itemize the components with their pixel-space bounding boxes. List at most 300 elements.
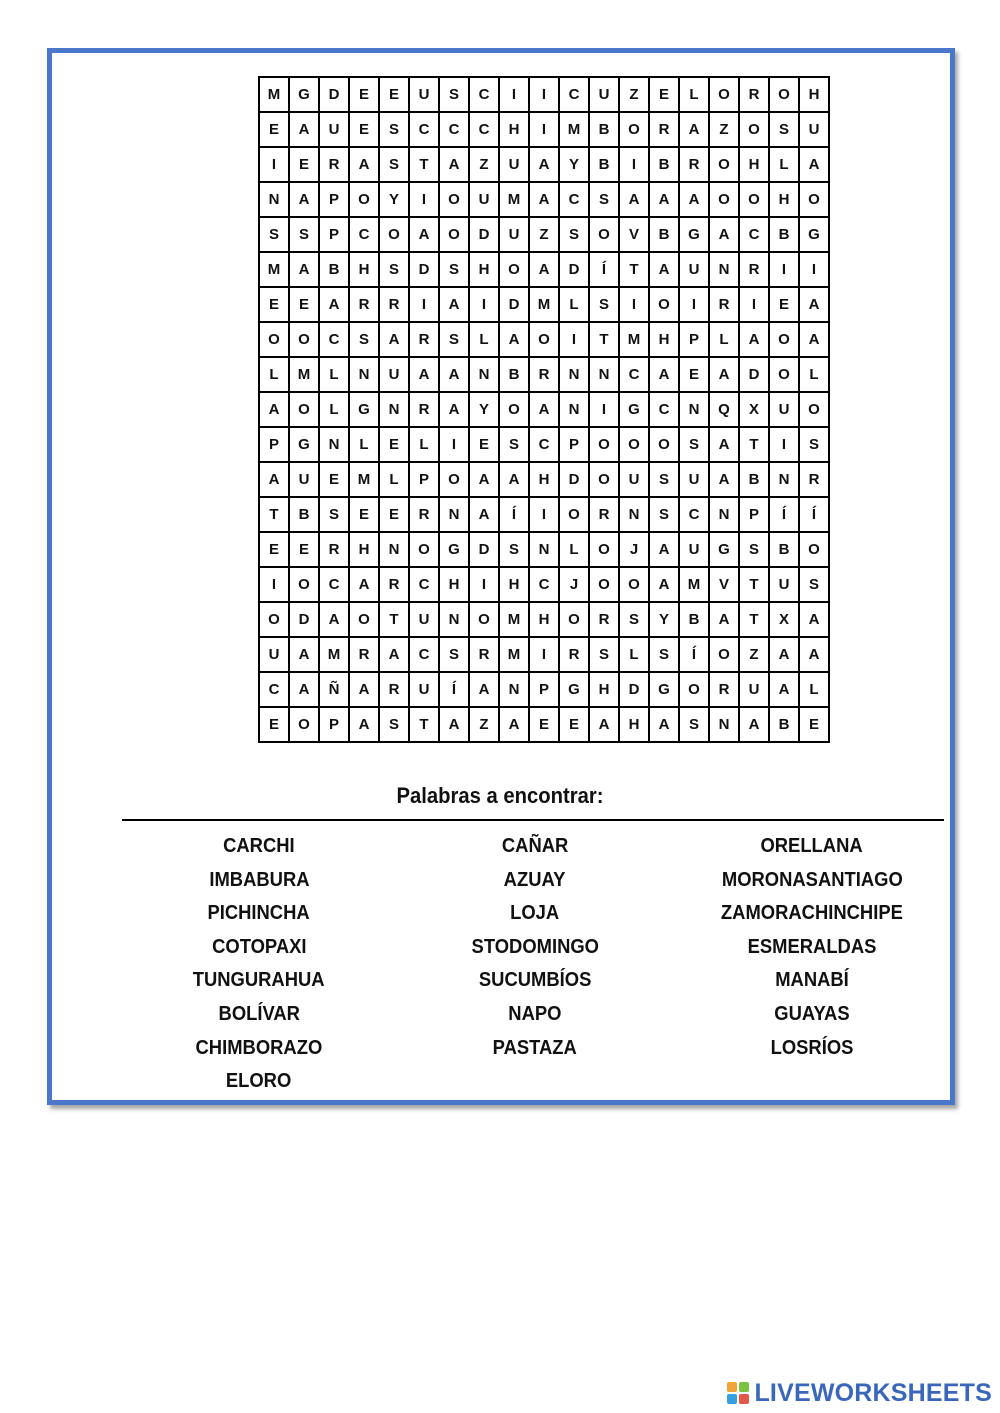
grid-cell[interactable]: A — [500, 323, 530, 358]
grid-cell[interactable]: E — [770, 288, 800, 323]
grid-cell[interactable]: C — [470, 113, 500, 148]
grid-cell[interactable]: E — [530, 708, 560, 743]
grid-cell[interactable]: B — [770, 533, 800, 568]
grid-cell[interactable]: A — [410, 358, 440, 393]
grid-cell[interactable]: H — [770, 183, 800, 218]
grid-cell[interactable]: S — [620, 603, 650, 638]
grid-cell[interactable]: L — [800, 673, 830, 708]
grid-cell[interactable]: T — [410, 148, 440, 183]
grid-cell[interactable]: A — [290, 638, 320, 673]
grid-cell[interactable]: M — [500, 638, 530, 673]
grid-cell[interactable]: A — [380, 638, 410, 673]
grid-cell[interactable]: S — [260, 218, 290, 253]
grid-cell[interactable]: O — [710, 183, 740, 218]
grid-cell[interactable]: C — [350, 218, 380, 253]
grid-cell[interactable]: O — [260, 603, 290, 638]
grid-cell[interactable]: M — [260, 253, 290, 288]
grid-cell[interactable]: N — [380, 393, 410, 428]
grid-cell[interactable]: A — [260, 463, 290, 498]
grid-cell[interactable]: M — [350, 463, 380, 498]
grid-cell[interactable]: E — [260, 113, 290, 148]
grid-cell[interactable]: A — [710, 603, 740, 638]
grid-cell[interactable]: R — [350, 638, 380, 673]
grid-cell[interactable]: Z — [470, 148, 500, 183]
grid-cell[interactable]: T — [740, 603, 770, 638]
grid-cell[interactable]: Z — [470, 708, 500, 743]
grid-cell[interactable]: A — [800, 323, 830, 358]
grid-cell[interactable]: S — [440, 638, 470, 673]
grid-cell[interactable]: A — [350, 568, 380, 603]
grid-cell[interactable]: A — [710, 218, 740, 253]
grid-cell[interactable]: N — [440, 498, 470, 533]
grid-cell[interactable]: I — [620, 288, 650, 323]
grid-cell[interactable]: S — [440, 78, 470, 113]
grid-cell[interactable]: B — [770, 218, 800, 253]
grid-cell[interactable]: A — [800, 288, 830, 323]
grid-cell[interactable]: U — [290, 463, 320, 498]
grid-cell[interactable]: L — [260, 358, 290, 393]
grid-cell[interactable]: S — [380, 113, 410, 148]
grid-cell[interactable]: A — [440, 148, 470, 183]
grid-cell[interactable]: A — [440, 358, 470, 393]
grid-cell[interactable]: O — [800, 183, 830, 218]
grid-cell[interactable]: S — [680, 708, 710, 743]
grid-cell[interactable]: D — [620, 673, 650, 708]
grid-cell[interactable]: O — [590, 568, 620, 603]
grid-cell[interactable]: M — [320, 638, 350, 673]
grid-cell[interactable]: U — [410, 673, 440, 708]
grid-cell[interactable]: O — [440, 218, 470, 253]
grid-cell[interactable]: A — [680, 113, 710, 148]
grid-cell[interactable]: T — [260, 498, 290, 533]
grid-cell[interactable]: N — [470, 358, 500, 393]
grid-cell[interactable]: A — [350, 708, 380, 743]
grid-cell[interactable]: B — [290, 498, 320, 533]
grid-cell[interactable]: O — [500, 393, 530, 428]
grid-cell[interactable]: N — [350, 358, 380, 393]
grid-cell[interactable]: E — [350, 498, 380, 533]
grid-cell[interactable]: R — [380, 568, 410, 603]
grid-cell[interactable]: R — [470, 638, 500, 673]
grid-cell[interactable]: R — [380, 288, 410, 323]
grid-cell[interactable]: T — [380, 603, 410, 638]
word-search-grid[interactable] — [258, 76, 830, 743]
grid-cell[interactable]: A — [650, 708, 680, 743]
grid-cell[interactable]: P — [530, 673, 560, 708]
grid-cell[interactable]: N — [710, 253, 740, 288]
grid-cell[interactable]: R — [320, 148, 350, 183]
grid-cell[interactable]: P — [560, 428, 590, 463]
grid-cell[interactable]: M — [500, 603, 530, 638]
grid-cell[interactable]: C — [650, 393, 680, 428]
grid-cell[interactable]: Y — [650, 603, 680, 638]
grid-cell[interactable]: L — [560, 288, 590, 323]
grid-cell[interactable]: E — [380, 428, 410, 463]
grid-cell[interactable]: O — [590, 428, 620, 463]
grid-cell[interactable]: O — [620, 568, 650, 603]
grid-cell[interactable]: S — [590, 183, 620, 218]
grid-cell[interactable]: E — [290, 533, 320, 568]
grid-cell[interactable]: D — [560, 463, 590, 498]
grid-cell[interactable]: S — [770, 113, 800, 148]
grid-cell[interactable]: R — [740, 78, 770, 113]
grid-cell[interactable]: G — [440, 533, 470, 568]
grid-cell[interactable]: R — [380, 673, 410, 708]
grid-cell[interactable]: T — [590, 323, 620, 358]
liveworksheets-brand[interactable] — [726, 1378, 992, 1408]
grid-cell[interactable]: A — [800, 148, 830, 183]
grid-cell[interactable]: G — [620, 393, 650, 428]
grid-cell[interactable]: R — [800, 463, 830, 498]
grid-cell[interactable]: I — [500, 78, 530, 113]
grid-cell[interactable]: Í — [680, 638, 710, 673]
grid-cell[interactable]: N — [530, 533, 560, 568]
grid-cell[interactable]: I — [260, 568, 290, 603]
grid-cell[interactable]: C — [470, 78, 500, 113]
grid-cell[interactable]: P — [740, 498, 770, 533]
grid-cell[interactable]: Í — [500, 498, 530, 533]
grid-cell[interactable]: A — [590, 708, 620, 743]
grid-cell[interactable]: N — [320, 428, 350, 463]
grid-cell[interactable]: X — [770, 603, 800, 638]
grid-cell[interactable]: A — [500, 463, 530, 498]
grid-cell[interactable]: U — [620, 463, 650, 498]
grid-cell[interactable]: Í — [590, 253, 620, 288]
grid-cell[interactable]: E — [350, 113, 380, 148]
grid-cell[interactable]: H — [440, 568, 470, 603]
grid-cell[interactable]: N — [560, 358, 590, 393]
grid-cell[interactable]: S — [380, 148, 410, 183]
grid-cell[interactable]: S — [560, 218, 590, 253]
grid-cell[interactable]: R — [710, 288, 740, 323]
grid-cell[interactable]: A — [500, 708, 530, 743]
grid-cell[interactable]: U — [680, 463, 710, 498]
grid-cell[interactable]: O — [710, 148, 740, 183]
grid-cell[interactable]: S — [650, 463, 680, 498]
grid-cell[interactable]: H — [650, 323, 680, 358]
grid-cell[interactable]: R — [530, 358, 560, 393]
grid-cell[interactable]: O — [380, 218, 410, 253]
grid-cell[interactable]: V — [620, 218, 650, 253]
grid-cell[interactable]: A — [740, 708, 770, 743]
grid-cell[interactable]: P — [320, 218, 350, 253]
grid-cell[interactable]: O — [440, 463, 470, 498]
grid-cell[interactable]: G — [710, 533, 740, 568]
grid-cell[interactable]: A — [620, 183, 650, 218]
grid-cell[interactable]: G — [350, 393, 380, 428]
grid-cell[interactable]: A — [710, 428, 740, 463]
grid-cell[interactable]: A — [530, 393, 560, 428]
grid-cell[interactable]: I — [470, 568, 500, 603]
grid-cell[interactable]: I — [530, 638, 560, 673]
grid-cell[interactable]: S — [290, 218, 320, 253]
grid-cell[interactable]: A — [470, 498, 500, 533]
grid-cell[interactable]: H — [470, 253, 500, 288]
grid-cell[interactable]: S — [590, 288, 620, 323]
grid-cell[interactable]: B — [500, 358, 530, 393]
grid-cell[interactable]: C — [410, 638, 440, 673]
grid-cell[interactable]: E — [260, 533, 290, 568]
grid-cell[interactable]: U — [800, 113, 830, 148]
grid-cell[interactable]: U — [470, 183, 500, 218]
grid-cell[interactable]: E — [290, 288, 320, 323]
grid-cell[interactable]: L — [320, 393, 350, 428]
grid-cell[interactable]: N — [710, 708, 740, 743]
grid-cell[interactable]: I — [530, 78, 560, 113]
grid-cell[interactable]: S — [440, 253, 470, 288]
grid-cell[interactable]: H — [530, 463, 560, 498]
grid-cell[interactable]: S — [320, 498, 350, 533]
grid-cell[interactable]: A — [410, 218, 440, 253]
grid-cell[interactable]: M — [260, 78, 290, 113]
grid-cell[interactable]: L — [320, 358, 350, 393]
grid-cell[interactable]: A — [290, 183, 320, 218]
grid-cell[interactable]: O — [590, 218, 620, 253]
grid-cell[interactable]: B — [650, 218, 680, 253]
grid-cell[interactable]: O — [800, 533, 830, 568]
grid-cell[interactable]: S — [500, 428, 530, 463]
grid-cell[interactable]: U — [380, 358, 410, 393]
grid-cell[interactable]: H — [500, 113, 530, 148]
grid-cell[interactable]: U — [590, 78, 620, 113]
grid-cell[interactable]: I — [440, 428, 470, 463]
grid-cell[interactable]: E — [350, 78, 380, 113]
grid-cell[interactable]: A — [770, 638, 800, 673]
grid-cell[interactable]: O — [620, 428, 650, 463]
grid-cell[interactable]: A — [320, 288, 350, 323]
grid-cell[interactable]: P — [320, 183, 350, 218]
grid-cell[interactable]: I — [620, 148, 650, 183]
grid-cell[interactable]: A — [800, 603, 830, 638]
grid-cell[interactable]: O — [770, 78, 800, 113]
grid-cell[interactable]: E — [800, 708, 830, 743]
grid-cell[interactable]: N — [380, 533, 410, 568]
grid-cell[interactable]: U — [320, 113, 350, 148]
grid-cell[interactable]: J — [560, 568, 590, 603]
grid-cell[interactable]: L — [410, 428, 440, 463]
grid-cell[interactable]: L — [680, 78, 710, 113]
grid-cell[interactable]: R — [590, 498, 620, 533]
grid-cell[interactable]: E — [320, 463, 350, 498]
grid-cell[interactable]: Í — [440, 673, 470, 708]
grid-cell[interactable]: T — [620, 253, 650, 288]
grid-cell[interactable]: E — [260, 708, 290, 743]
grid-cell[interactable]: D — [740, 358, 770, 393]
grid-cell[interactable]: L — [470, 323, 500, 358]
grid-cell[interactable]: H — [530, 603, 560, 638]
grid-cell[interactable]: E — [380, 498, 410, 533]
grid-cell[interactable]: N — [260, 183, 290, 218]
grid-cell[interactable]: D — [500, 288, 530, 323]
grid-cell[interactable]: O — [290, 708, 320, 743]
grid-cell[interactable]: A — [440, 708, 470, 743]
grid-cell[interactable]: R — [590, 603, 620, 638]
grid-cell[interactable]: E — [260, 288, 290, 323]
grid-cell[interactable]: D — [410, 253, 440, 288]
grid-cell[interactable]: A — [320, 603, 350, 638]
grid-cell[interactable]: Q — [710, 393, 740, 428]
grid-cell[interactable]: R — [410, 323, 440, 358]
grid-cell[interactable]: N — [560, 393, 590, 428]
grid-cell[interactable]: O — [590, 533, 620, 568]
grid-cell[interactable]: N — [620, 498, 650, 533]
grid-cell[interactable]: T — [740, 568, 770, 603]
grid-cell[interactable]: D — [320, 78, 350, 113]
grid-cell[interactable]: S — [740, 533, 770, 568]
grid-cell[interactable]: B — [740, 463, 770, 498]
grid-cell[interactable]: A — [470, 463, 500, 498]
grid-cell[interactable]: C — [560, 78, 590, 113]
grid-cell[interactable]: B — [650, 148, 680, 183]
grid-cell[interactable]: C — [320, 568, 350, 603]
grid-cell[interactable]: E — [650, 78, 680, 113]
grid-cell[interactable]: S — [800, 568, 830, 603]
grid-cell[interactable]: O — [470, 603, 500, 638]
grid-cell[interactable]: O — [500, 253, 530, 288]
grid-cell[interactable]: A — [710, 358, 740, 393]
grid-cell[interactable]: O — [800, 393, 830, 428]
grid-cell[interactable]: O — [650, 428, 680, 463]
grid-cell[interactable]: A — [530, 183, 560, 218]
grid-cell[interactable]: I — [770, 253, 800, 288]
grid-cell[interactable]: I — [590, 393, 620, 428]
grid-cell[interactable]: H — [620, 708, 650, 743]
grid-cell[interactable]: A — [680, 183, 710, 218]
grid-cell[interactable]: T — [740, 428, 770, 463]
grid-cell[interactable]: A — [800, 638, 830, 673]
grid-cell[interactable]: C — [440, 113, 470, 148]
grid-cell[interactable]: O — [530, 323, 560, 358]
grid-cell[interactable]: H — [590, 673, 620, 708]
grid-cell[interactable]: A — [650, 568, 680, 603]
grid-cell[interactable]: S — [440, 323, 470, 358]
grid-cell[interactable]: Y — [380, 183, 410, 218]
grid-cell[interactable]: S — [650, 638, 680, 673]
grid-cell[interactable]: I — [410, 288, 440, 323]
grid-cell[interactable]: L — [350, 428, 380, 463]
grid-cell[interactable]: Ñ — [320, 673, 350, 708]
grid-cell[interactable]: E — [560, 708, 590, 743]
grid-cell[interactable]: V — [710, 568, 740, 603]
grid-cell[interactable]: I — [530, 498, 560, 533]
grid-cell[interactable]: B — [770, 708, 800, 743]
grid-cell[interactable]: A — [380, 323, 410, 358]
grid-cell[interactable]: S — [650, 498, 680, 533]
grid-cell[interactable]: M — [290, 358, 320, 393]
grid-cell[interactable]: O — [290, 323, 320, 358]
grid-cell[interactable]: R — [710, 673, 740, 708]
grid-cell[interactable]: H — [350, 253, 380, 288]
grid-cell[interactable]: O — [290, 393, 320, 428]
grid-cell[interactable]: C — [560, 183, 590, 218]
grid-cell[interactable]: S — [380, 253, 410, 288]
grid-cell[interactable]: G — [800, 218, 830, 253]
grid-cell[interactable]: I — [560, 323, 590, 358]
grid-cell[interactable]: L — [710, 323, 740, 358]
grid-cell[interactable]: M — [620, 323, 650, 358]
grid-cell[interactable]: A — [530, 148, 560, 183]
grid-cell[interactable]: R — [410, 498, 440, 533]
grid-cell[interactable]: N — [440, 603, 470, 638]
grid-cell[interactable]: A — [650, 358, 680, 393]
grid-cell[interactable]: A — [740, 323, 770, 358]
grid-cell[interactable]: Í — [770, 498, 800, 533]
grid-cell[interactable]: H — [800, 78, 830, 113]
grid-cell[interactable]: H — [350, 533, 380, 568]
grid-cell[interactable]: E — [470, 428, 500, 463]
grid-cell[interactable]: H — [740, 148, 770, 183]
grid-cell[interactable]: A — [650, 183, 680, 218]
grid-cell[interactable]: R — [560, 638, 590, 673]
grid-cell[interactable]: U — [680, 533, 710, 568]
grid-cell[interactable]: O — [350, 603, 380, 638]
grid-cell[interactable]: C — [530, 428, 560, 463]
grid-cell[interactable]: O — [440, 183, 470, 218]
grid-cell[interactable]: B — [320, 253, 350, 288]
grid-cell[interactable]: O — [260, 323, 290, 358]
grid-cell[interactable]: A — [440, 393, 470, 428]
grid-cell[interactable]: P — [320, 708, 350, 743]
grid-cell[interactable]: S — [680, 428, 710, 463]
grid-cell[interactable]: S — [500, 533, 530, 568]
grid-cell[interactable]: C — [260, 673, 290, 708]
grid-cell[interactable]: I — [680, 288, 710, 323]
grid-cell[interactable]: R — [410, 393, 440, 428]
grid-cell[interactable]: O — [770, 323, 800, 358]
grid-cell[interactable]: A — [350, 148, 380, 183]
grid-cell[interactable]: B — [590, 113, 620, 148]
grid-cell[interactable]: U — [500, 218, 530, 253]
grid-cell[interactable]: L — [800, 358, 830, 393]
grid-cell[interactable]: A — [440, 288, 470, 323]
grid-cell[interactable]: U — [410, 78, 440, 113]
grid-cell[interactable]: O — [560, 498, 590, 533]
grid-cell[interactable]: A — [350, 673, 380, 708]
grid-cell[interactable]: C — [410, 113, 440, 148]
grid-cell[interactable]: O — [740, 113, 770, 148]
grid-cell[interactable]: S — [800, 428, 830, 463]
grid-cell[interactable]: A — [530, 253, 560, 288]
grid-cell[interactable]: R — [350, 288, 380, 323]
grid-cell[interactable]: M — [680, 568, 710, 603]
grid-cell[interactable]: G — [560, 673, 590, 708]
grid-cell[interactable]: O — [740, 183, 770, 218]
grid-cell[interactable]: U — [260, 638, 290, 673]
grid-cell[interactable]: A — [770, 673, 800, 708]
grid-cell[interactable]: A — [470, 673, 500, 708]
grid-cell[interactable]: G — [680, 218, 710, 253]
grid-cell[interactable]: D — [560, 253, 590, 288]
grid-cell[interactable]: U — [680, 253, 710, 288]
grid-cell[interactable]: N — [770, 463, 800, 498]
grid-cell[interactable]: N — [680, 393, 710, 428]
grid-cell[interactable]: P — [410, 463, 440, 498]
grid-cell[interactable]: A — [710, 463, 740, 498]
grid-cell[interactable]: S — [590, 638, 620, 673]
grid-cell[interactable]: P — [260, 428, 290, 463]
grid-cell[interactable]: A — [650, 253, 680, 288]
grid-cell[interactable]: I — [470, 288, 500, 323]
grid-cell[interactable]: D — [470, 218, 500, 253]
grid-cell[interactable]: M — [500, 183, 530, 218]
grid-cell[interactable]: I — [770, 428, 800, 463]
grid-cell[interactable]: I — [800, 253, 830, 288]
grid-cell[interactable]: O — [650, 288, 680, 323]
grid-cell[interactable]: L — [770, 148, 800, 183]
grid-cell[interactable]: O — [350, 183, 380, 218]
grid-cell[interactable]: J — [620, 533, 650, 568]
grid-cell[interactable]: O — [770, 358, 800, 393]
